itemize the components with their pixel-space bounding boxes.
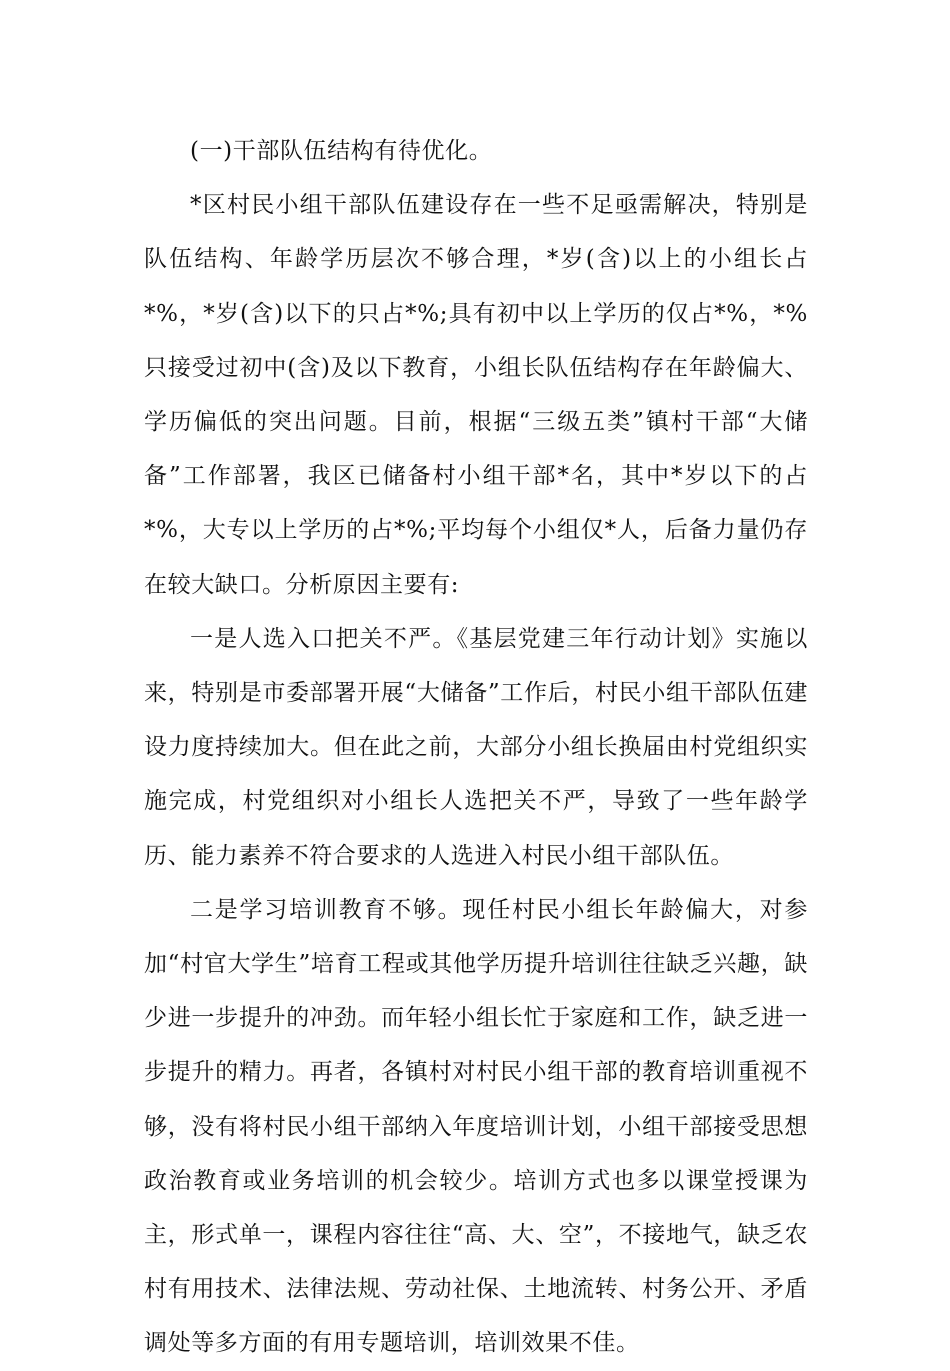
section-heading: (一)干部队伍结构有待优化。 [190,138,493,164]
paragraph-reason-two: 二是学习培训教育不够。现任村民小组长年龄偏大，对参加“村官大学生”培育工程或其他学历提升培训往往缺乏兴趣，缺少进一步提升的冲劲。而年轻小组长忙于家庭和工作，缺乏进一步提升的精力。再者，各镇村对村民小组干部的教育培训重视不够，没有将村民小组干部纳入年度培训计划，小组干部接受思想政治教育或业务培训的机会较少。培训方式也多以课堂授课为主，形式单一，课程内容往往“高、大、空”，不接地气，缺乏农村有用技术、法律法规、劳动社保、土地流转、村务公开、矛盾调处等多方面的有用专题培训，培训效果不佳。 [144,896,808,1357]
paragraph-structure-issues: *区村民小组干部队伍建设存在一些不足亟需解决，特别是队伍结构、年龄学历层次不够合理，*岁(含)以上的小组长占*%，*岁(含)以下的只占*%;具有初中以上学历的仅占*%，*%只接受过初中(含)及以下教育，小组长队伍结构存在年龄偏大、学历偏低的突出问题。目前，根据“三级五类”镇村干部“大储备”工作部署，我区已储备村小组干部*名，其中*岁以下的占*%，大专以上学历的占*%;平均每个小组仅*人，后备力量仍存在较大缺口。分析原因主要有: [144,192,808,598]
paragraph-reason-one: 一是人选入口把关不严。《基层党建三年行动计划》实施以来，特别是市委部署开展“大储备”工作后，村民小组干部队伍建设力度持续加大。但在此之前，大部分小组长换届由村党组织实施完成，村党组织对小组长人选把关不严，导致了一些年龄学历、能力素养不符合要求的人选进入村民小组干部队伍。 [144,625,808,869]
document-body [144,124,808,1371]
